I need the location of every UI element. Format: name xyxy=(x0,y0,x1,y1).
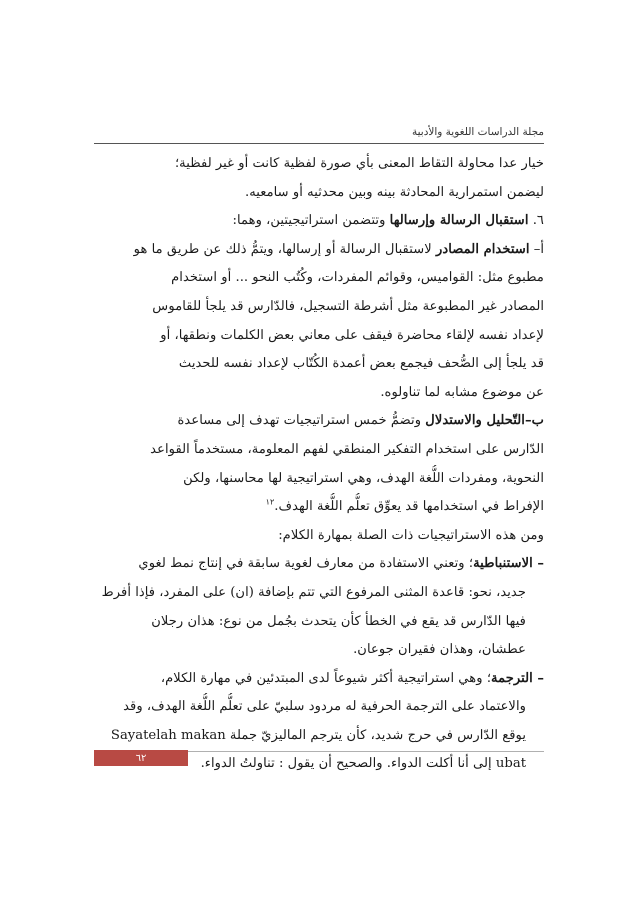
journal-header: مجلة الدراسات اللغوية والأدبية xyxy=(411,126,544,138)
text-line: لإعداد نفسه لإلقاء محاضرة فيقف على معاني بعض الكلمات ونطقها، أو xyxy=(160,327,544,343)
text-line: ليضمن استمرارية المحادثة بينه وبين محدثيه أو سامعيه. xyxy=(245,184,544,200)
part-b-title: التّحليل والاستدلال xyxy=(425,413,525,429)
text-line: عطشان، وهذان فقيران جوعان. xyxy=(353,642,526,658)
bullet-dash: – xyxy=(532,670,544,686)
section-rest: وتتضمن استراتيجيتين، وهما: xyxy=(232,213,390,229)
text-line: الدّارس على استخدام التفكير المنطقي لفهم المعلومة، مستخدماً القواعد xyxy=(150,441,544,457)
bullet-2-rest: ؛ وهي استراتيجية أكثر شيوعاً لدى المبتدئين في مهارة الكلام، xyxy=(160,670,492,686)
part-b-last-line xyxy=(96,493,544,522)
section-number: ٦. xyxy=(532,213,544,229)
text-line: جديد، نحو: قاعدة المثنى المرفوع التي تتم بإضافة (ان) على المفرد، فإذا أفرط xyxy=(101,584,526,600)
part-b-prefix: ب– xyxy=(524,413,544,429)
bullet-2-title: الترجمة xyxy=(491,670,533,686)
header-rule xyxy=(94,143,544,144)
page-number: ٦٢ xyxy=(135,753,147,764)
text-line: والاعتماد على الترجمة الحرفية له مردود سلبيّ على تعلُّم اللُّغة الهدف، وقد xyxy=(123,699,526,715)
part-a-rest: لاستقبال الرسالة أو إرسالها، ويتمُّ ذلك عن طريق ما هو xyxy=(133,241,436,257)
part-a-prefix: أ– xyxy=(529,241,544,257)
text-segment: الإفراط في استخدامها قد يعوِّق تعلُّم اللُّغة الهدف. xyxy=(274,499,544,515)
text-line: مطبوع مثل: القواميس، وقوائم المفردات، وكُتُب النحو ... أو استخدام xyxy=(171,270,544,286)
bullet-1-rest: ؛ وتعني الاستفادة من معارف لغوية سابقة في إنتاج نمط لغوي xyxy=(138,556,474,572)
part-a-title: استخدام المصادر xyxy=(435,241,530,257)
part-a-first-line xyxy=(96,236,544,265)
text-segment: إلى أنا أكلت الدواء. والصحيح أن يقول : تناولتُ الدواء. xyxy=(200,756,496,772)
bullet-2-first-line xyxy=(96,665,544,694)
text-segment: يوقع الدّارس في حرج شديد، كأن يترجم الماليزيّ جملة xyxy=(225,727,526,743)
bullet-2-line-3 xyxy=(96,722,544,751)
text-line: ومن هذه الاستراتيجيات ذات الصلة بمهارة الكلام: xyxy=(278,527,544,543)
text-line: قد يلجأ إلى الصُّحف فيجمع بعض أعمدة الكُتّاب لإعداد نفسه للحديث xyxy=(178,356,544,372)
section-6-heading xyxy=(96,207,544,236)
malay-phrase: Sayatelah makan xyxy=(110,727,226,743)
bullet-1-first-line xyxy=(96,550,544,579)
bullet-dash: – xyxy=(532,556,544,572)
footnote-marker: ١٢ xyxy=(265,497,275,507)
body-text xyxy=(96,150,544,779)
text-line: النحوية، ومفردات اللُّغة الهدف، وهي استراتيجية لها محاسنها، ولكن xyxy=(183,470,544,486)
part-b-first-line xyxy=(96,407,544,436)
text-line: المصادر غير المطبوعة مثل أشرطة التسجيل، فالدّارس قد يلجأ للقاموس xyxy=(152,298,544,314)
text-line: خيار عدا محاولة التقاط المعنى بأي صورة لفظية كانت أو غير لفظية؛ xyxy=(174,156,544,171)
text-line: فيها الدّارس قد يقع في الخطأ كأن يتحدث بجُمل من نوع: هذان رجلان xyxy=(151,613,526,629)
bullet-1-title: الاستنباطية xyxy=(473,556,533,572)
section-title: استقبال الرسالة وإرسالها xyxy=(389,213,529,229)
part-b-rest: وتضمُّ خمس استراتيجيات تهدف إلى مساعدة xyxy=(177,413,426,429)
text-line: عن موضوع مشابه لما تناولوه. xyxy=(380,384,544,400)
malay-word: ubat xyxy=(495,756,526,772)
